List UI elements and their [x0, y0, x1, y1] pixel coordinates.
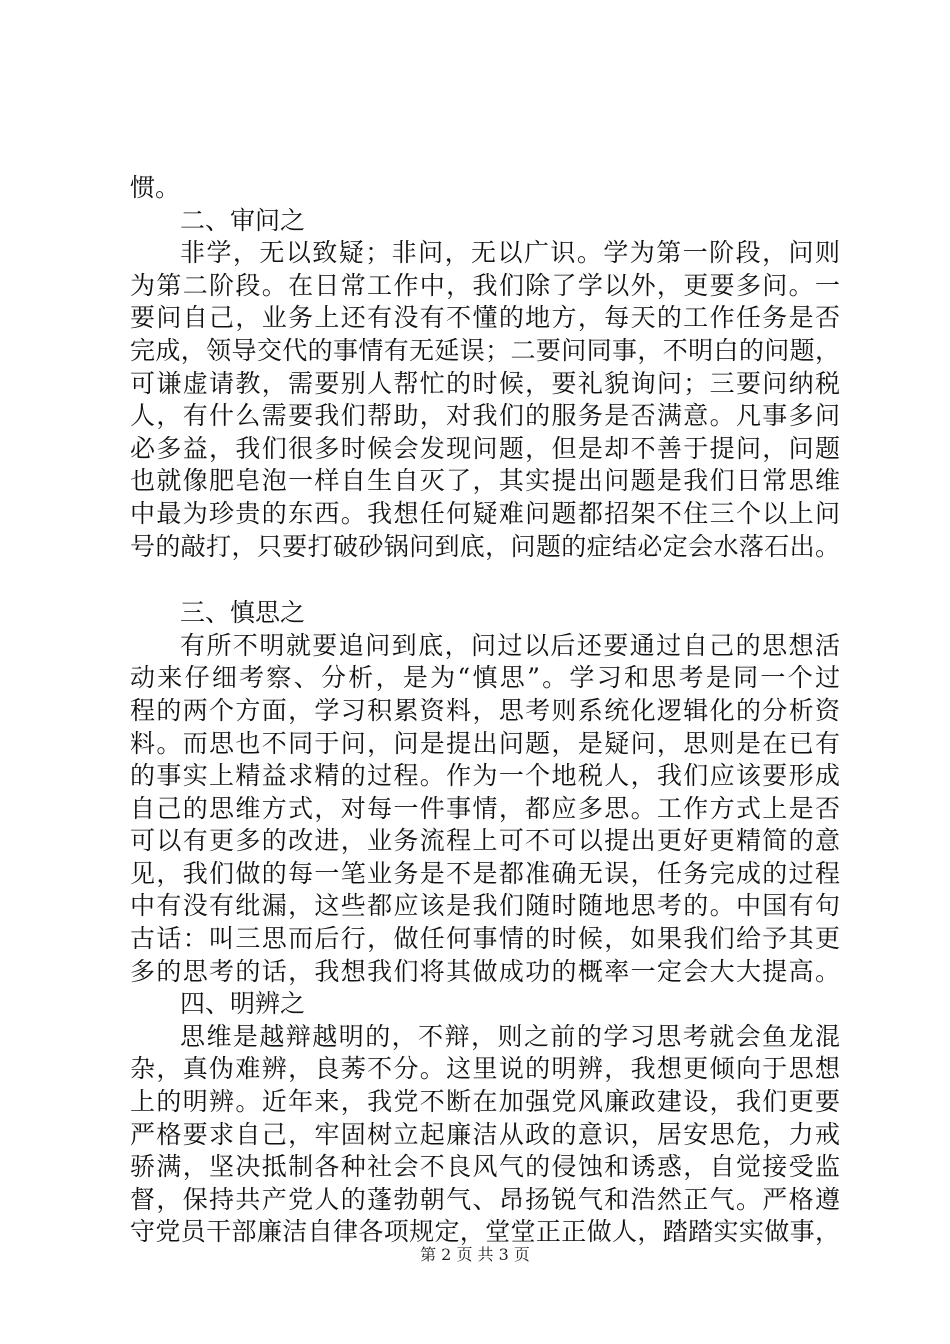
body-line: 多的思考的话，我想我们将其做成功的概率一定会大大提高。	[130, 956, 840, 986]
body-line: 为第二阶段。在日常工作中，我们除了学以外，更要多问。一	[130, 270, 840, 300]
body-line: 有所不明就要追问到底，问过以后还要通过自己的思想活	[180, 630, 840, 660]
body-line: 必多益，我们很多时候会发现问题，但是却不善于提问，问题	[130, 433, 840, 463]
document-body	[130, 172, 840, 1249]
body-line: 人，有什么需要我们帮助，对我们的服务是否满意。凡事多问	[130, 401, 840, 431]
body-line: 督，保持共产党人的蓬勃朝气、昂扬锐气和浩然正气。严格遵	[130, 1184, 840, 1214]
body-line: 中有没有纰漏，这些都应该是我们随时随地思考的。中国有句	[130, 891, 840, 921]
body-line: 古话：叫三思而后行，做任何事情的时候，如果我们给予其更	[130, 924, 840, 954]
body-line: 可谦虚请教，需要别人帮忙的时候，要礼貌询问；三要问纳税	[130, 368, 840, 398]
page-footer: 第 2 页 共 3 页	[420, 1245, 530, 1264]
body-line: 可以有更多的改进，业务流程上可不可以提出更好更精简的意	[130, 826, 840, 856]
paragraph-gap	[130, 563, 840, 597]
body-line: 完成，领导交代的事情有无延误；二要问同事，不明白的问题，	[130, 335, 840, 365]
body-line: 也就像肥皂泡一样自生自灭了，其实提出问题是我们日常思维	[130, 466, 840, 496]
body-line: 的事实上精益求精的过程。作为一个地税人，我们应该要形成	[130, 761, 840, 791]
body-line: 杂，真伪难辨，良莠不分。这里说的明辨，我想更倾向于思想	[130, 1054, 840, 1084]
body-line: 动来仔细考察、分析，是为“慎思”。学习和思考是同一个过	[130, 663, 840, 693]
body-line: 骄满，坚决抵制各种社会不良风气的侵蚀和诱惑，自觉接受监	[130, 1152, 840, 1182]
body-line: 料。而思也不同于问，问是提出问题，是疑问，思则是在已有	[130, 728, 840, 758]
body-line: 要问自己，业务上还有没有不懂的地方，每天的工作任务是否	[130, 303, 840, 333]
body-line: 非学，无以致疑；非问，无以广识。学为第一阶段，问则	[180, 238, 840, 268]
body-line: 号的敲打，只要打破砂锅问到底，问题的症结必定会水落石出。	[130, 531, 840, 561]
section-heading-shenwen: 二、审问之	[180, 205, 306, 235]
body-line: 上的明辨。近年来，我党不断在加强党风廉政建设，我们更要	[130, 1087, 840, 1117]
body-line: 惯。	[130, 173, 181, 202]
body-line: 中最为珍贵的东西。我想任何疑难问题都招架不住三个以上问	[130, 498, 840, 528]
section-heading-mingbian: 四、明辨之	[180, 989, 306, 1019]
body-line: 程的两个方面，学习积累资料，思考则系统化逻辑化的分析资	[130, 695, 840, 725]
body-line: 自己的思维方式，对每一件事情，都应多思。工作方式上是否	[130, 793, 840, 823]
section-heading-shensi: 三、慎思之	[180, 598, 306, 628]
body-line: 思维是越辩越明的，不辩，则之前的学习思考就会鱼龙混	[180, 1021, 840, 1051]
body-line: 严格要求自己，牢固树立起廉洁从政的意识，居安思危，力戒	[130, 1119, 840, 1149]
body-line: 守党员干部廉洁自律各项规定，堂堂正正做人，踏踏实实做事，	[130, 1217, 840, 1247]
body-line: 见，我们做的每一笔业务是不是都准确无误，任务完成的过程	[130, 858, 840, 888]
